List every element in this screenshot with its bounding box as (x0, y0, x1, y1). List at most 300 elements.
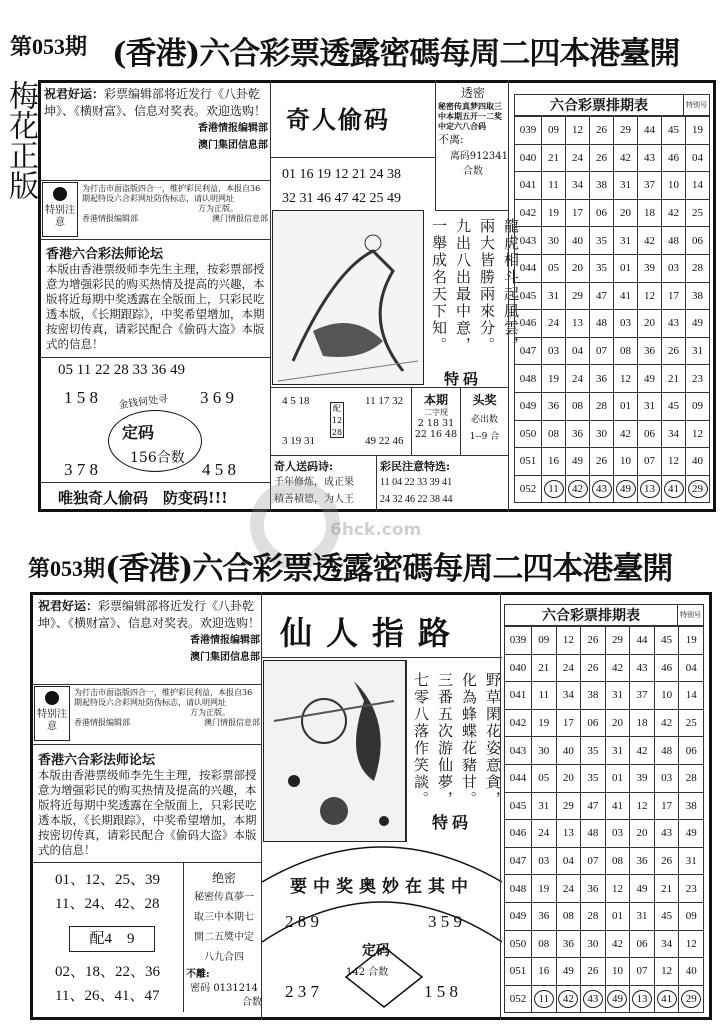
number-cell (590, 475, 614, 503)
number-cell (654, 792, 679, 820)
number-cell (581, 985, 606, 1013)
number-cell (556, 847, 581, 875)
feature-numbers-row-1: 01 16 19 12 21 24 38 (282, 167, 401, 182)
poem-line-2: 化為蜂蝶花豬甘。 (460, 672, 478, 808)
cell-value: 24 (538, 827, 550, 840)
cell-value: 24 (572, 372, 583, 385)
cell-value: 24 (562, 661, 574, 674)
cell-value: 03 (620, 317, 631, 330)
number-cell (556, 820, 581, 848)
number-ball: 49 (616, 480, 636, 498)
secret-text: 秘密传真梦四取三中本期五开一二奖中定六八合码 (438, 101, 502, 131)
cell-value: 041 (519, 179, 537, 192)
watermark-text: 6hck.com (330, 520, 422, 540)
cell-value: 29 (620, 124, 631, 137)
cell-value: 23 (692, 372, 703, 385)
issue-cell (515, 144, 542, 172)
cell-value: 20 (620, 207, 631, 220)
number-cell (630, 792, 655, 820)
special-number-cell (686, 365, 710, 393)
cell-value: 26 (596, 124, 607, 137)
secret-label: 不離: (186, 969, 210, 980)
secret-suffix: 合数 (242, 997, 262, 1008)
intro-lead: 祝君好运： (38, 599, 99, 613)
issue-cell (515, 172, 542, 200)
feature-numbers-row-2: 32 31 46 47 42 25 49 (282, 191, 401, 206)
table-row (505, 985, 704, 1013)
cell-value: 046 (519, 317, 537, 330)
intro-text: 彩票编辑部将近发行《八卦乾坤》、《横财富》、信息对奖表。欢迎选购！ (38, 599, 261, 630)
issue-cell (505, 737, 532, 765)
cell-value: 43 (644, 151, 655, 164)
notice-sign-1: 香港情报编辑部 (82, 214, 138, 223)
number-cell (662, 227, 686, 255)
number-ball: 13 (632, 990, 652, 1008)
cell-value: 34 (562, 689, 574, 702)
special-number-cell (679, 737, 704, 765)
number-cell (662, 392, 686, 420)
table-row (505, 902, 704, 930)
cell-value: 36 (548, 400, 559, 413)
jackpot-sub: 必出数 (470, 415, 498, 425)
cell-value: 31 (548, 289, 559, 302)
cell-value: 31 (692, 345, 703, 358)
notice-label: 特别注意 (37, 709, 67, 732)
cell-value: 06 (587, 717, 599, 730)
cell-value: 043 (509, 744, 527, 757)
number-cell (638, 337, 662, 365)
number-cell (566, 310, 590, 338)
notice-sign-2: 澳门情报信息部 (212, 214, 268, 223)
table-row (505, 627, 704, 655)
issue-cell (515, 475, 542, 503)
number-cell (638, 448, 662, 476)
table-row (505, 682, 704, 710)
cell-value: 24 (548, 317, 559, 330)
table-title: 六合彩票排期表 (550, 98, 648, 114)
cell-value: 30 (587, 937, 599, 950)
number-cell (581, 682, 606, 710)
special-number-cell (679, 847, 704, 875)
issue-cell (515, 365, 542, 393)
number-cell (542, 199, 566, 227)
cell-value: 45 (668, 400, 679, 413)
cell-value: 42 (644, 234, 655, 247)
number-cell (614, 254, 638, 282)
number-cell (654, 654, 679, 682)
cell-value: 40 (572, 234, 583, 247)
cell-value: 17 (562, 717, 574, 730)
cell-value: 45 (668, 124, 679, 137)
number-cell (556, 875, 581, 903)
table-row (505, 930, 704, 958)
table-row (515, 199, 710, 227)
cell-value: 30 (596, 427, 607, 440)
special-number-cell (679, 985, 704, 1013)
number-cell (630, 985, 655, 1013)
cell-value: 49 (692, 317, 703, 330)
number-cell (581, 737, 606, 765)
table-row (505, 654, 704, 682)
issue-cell (515, 199, 542, 227)
number-cell (581, 902, 606, 930)
cell-value: 28 (587, 910, 599, 923)
cell-value: 42 (636, 744, 648, 757)
special-number-cell (679, 792, 704, 820)
cell-value: 26 (587, 634, 599, 647)
cell-value: 48 (596, 317, 607, 330)
number-cell (581, 875, 606, 903)
secret-code: 密码 0131214 (190, 983, 258, 994)
page-title: (香港)六合彩票透露密碼每周二四本港臺開 (112, 36, 680, 72)
number-cell (638, 227, 662, 255)
number-cell (532, 764, 557, 792)
cell-value: 12 (636, 799, 648, 812)
number-cell (630, 847, 655, 875)
number-cell (630, 875, 655, 903)
cell-value: 41 (620, 289, 631, 302)
cell-value: 26 (587, 965, 599, 978)
special-number-cell (686, 310, 710, 338)
cell-value: 049 (509, 910, 527, 923)
special-number-cell (679, 764, 704, 792)
number-cell (638, 117, 662, 145)
number-cell (638, 144, 662, 172)
secret-code: 离码912341 (449, 151, 508, 162)
secret-line-3: 開二五獎中定 (194, 932, 254, 943)
number-cell (581, 930, 606, 958)
issue-cell (505, 847, 532, 875)
cell-value: 17 (661, 799, 673, 812)
cell-value: 01 (611, 910, 623, 923)
number-ball: 41 (657, 990, 677, 1008)
number-cell (556, 985, 581, 1013)
notice-body: 为打击市面盗版四合一，维护彩民利益，本报自36期起特设六合彩网址防伪标志，请认明网址 (74, 688, 253, 707)
cell-value: 42 (620, 151, 631, 164)
special-number-cell (686, 199, 710, 227)
cell-value: 045 (509, 799, 527, 812)
cell-value: 20 (636, 827, 648, 840)
number-ball: 42 (558, 990, 578, 1008)
cell-value: 28 (596, 400, 607, 413)
feature-title-bottom: 仙人指路 (280, 614, 465, 652)
number-cell (581, 792, 606, 820)
notice-tail: 方为正版。 (190, 708, 230, 717)
cell-value: 29 (562, 799, 574, 812)
numbers-line: 05 11 22 28 33 36 49 (58, 362, 185, 378)
number-cell (590, 365, 614, 393)
cell-value: 11 (538, 689, 550, 702)
number-cell (662, 337, 686, 365)
number-cell (581, 847, 606, 875)
number-cell (605, 958, 630, 986)
number-ball: 11 (544, 480, 564, 498)
number-cell (590, 420, 614, 448)
number-cell (532, 737, 557, 765)
cell-value: 05 (538, 772, 550, 785)
poem2-line-1: 千年修炼，成正果 (274, 477, 354, 488)
number-cell (605, 737, 630, 765)
cell-value: 38 (692, 289, 703, 302)
cell-value: 041 (509, 689, 527, 702)
forum (46, 243, 268, 352)
cell-value: 31 (620, 234, 631, 247)
cell-value: 42 (611, 937, 623, 950)
pairs-right-bottom: 49 22 46 (365, 435, 404, 447)
number-cell (566, 254, 590, 282)
cell-value: 10 (611, 965, 623, 978)
number-cell (638, 254, 662, 282)
number-cell (532, 958, 557, 986)
cell-value: 03 (668, 262, 679, 275)
number-cell (630, 930, 655, 958)
cell-value: 38 (587, 689, 599, 702)
cell-value: 23 (685, 882, 697, 895)
number-cell (542, 282, 566, 310)
cell-value: 46 (668, 151, 679, 164)
cell-value: 49 (562, 965, 574, 978)
notice-badge (34, 686, 70, 741)
number-cell (542, 337, 566, 365)
number-cell (532, 709, 557, 737)
cell-value: 31 (611, 689, 623, 702)
cell-value: 26 (661, 855, 673, 868)
number-cell (532, 627, 557, 655)
diagram-top-left-bottom: 2 8 9 (285, 912, 319, 931)
diagram-top-right: 3 6 9 (200, 388, 234, 407)
notice-body: 为打击市面盗版四合一，维护彩民利益，本报自36期起特设六合彩网址防伪标志，请认明网址 (82, 184, 261, 203)
special-number-cell (679, 875, 704, 903)
number-cell (662, 475, 686, 503)
intro-text: 彩票编辑部将近发行《八卦乾坤》、《横财富》、信息对奖表。欢迎选购！ (44, 87, 267, 118)
number-cell (581, 958, 606, 986)
table-row (515, 475, 710, 503)
side-label: 梅花正版 (3, 80, 38, 200)
cell-value: 048 (509, 882, 527, 895)
number-cell (605, 847, 630, 875)
number-cell (566, 172, 590, 200)
cell-value: 047 (509, 855, 527, 868)
cell-value: 052 (519, 483, 537, 496)
cell-value: 44 (644, 124, 655, 137)
draw-table-top (514, 94, 710, 503)
cell-value: 049 (519, 400, 537, 413)
number-cell (630, 627, 655, 655)
notice-badge (42, 182, 78, 237)
cell-value: 29 (611, 634, 623, 647)
number-cell (630, 709, 655, 737)
bomb-icon (45, 691, 59, 705)
number-cell (654, 985, 679, 1013)
poem2-line-2: 積善積德，为人王 (274, 494, 354, 505)
cell-value: 17 (668, 289, 679, 302)
cell-value: 45 (661, 634, 673, 647)
poem-line-4: 一舉成名天下知。 (430, 218, 448, 354)
issue-cell (515, 337, 542, 365)
cell-value: 050 (519, 427, 537, 440)
special-label-bottom: 特码 (432, 813, 473, 832)
cell-value: 08 (562, 910, 574, 923)
notice-sign-1: 香港情报编辑部 (74, 718, 130, 727)
cell-value: 13 (562, 827, 574, 840)
cell-value: 48 (661, 744, 673, 757)
cell-value: 21 (668, 372, 679, 385)
cell-value: 41 (611, 799, 623, 812)
diagram-center: 定码 (122, 423, 155, 442)
number-cell (638, 420, 662, 448)
cell-value: 051 (509, 965, 527, 978)
issue-cell (505, 627, 532, 655)
cell-value: 12 (661, 965, 673, 978)
number-ball: 49 (607, 990, 627, 1008)
secret-box-bottom (186, 868, 262, 1010)
rider-illustration (272, 210, 424, 385)
special-label: 特码 (444, 370, 483, 388)
current-title: 本期 (423, 393, 448, 407)
number-ball: 41 (664, 480, 684, 498)
cell-value: 21 (548, 151, 559, 164)
number-cell (542, 172, 566, 200)
pairs-right-top: 11 17 32 (365, 395, 404, 407)
cell-value: 31 (611, 744, 623, 757)
number-cell (605, 792, 630, 820)
number-cell (556, 958, 581, 986)
cell-value: 12 (611, 882, 623, 895)
cell-value: 04 (572, 345, 583, 358)
cell-value: 31 (538, 799, 550, 812)
group-a-2: 11、24、42、28 (55, 896, 160, 912)
poem-line-1: 龍虎相斗起風雲， (502, 218, 520, 354)
special-number-cell (686, 420, 710, 448)
cell-value: 36 (538, 910, 550, 923)
cell-value: 06 (644, 427, 655, 440)
cell-value: 42 (668, 207, 679, 220)
intro-box (44, 86, 268, 154)
issue-number-bottom: 第053期 (28, 556, 106, 581)
cell-value: 11 (548, 179, 559, 192)
number-cell (590, 337, 614, 365)
cell-value: 040 (509, 661, 527, 674)
cell-value: 044 (509, 772, 527, 785)
table-row (505, 958, 704, 986)
special-number-cell (686, 448, 710, 476)
issue-cell (505, 682, 532, 710)
special-number-cell (686, 337, 710, 365)
poem-line-4: 七零八落作笑談。 (412, 672, 430, 808)
issue-cell (505, 764, 532, 792)
cell-value: 03 (548, 345, 559, 358)
diagram-bottom-right: 4 5 8 (202, 460, 236, 479)
cell-value: 03 (611, 827, 623, 840)
number-cell (614, 282, 638, 310)
draw-table-bottom (504, 604, 704, 1013)
number-cell (654, 820, 679, 848)
issue-cell (505, 709, 532, 737)
issue-cell (505, 820, 532, 848)
number-cell (590, 172, 614, 200)
notice-sign-2: 澳门情报信息部 (204, 718, 260, 727)
cell-value: 10 (661, 689, 673, 702)
cell-value: 19 (548, 372, 559, 385)
group-b-2: 11、26、41、47 (55, 988, 160, 1004)
poem2-title: 奇人送码诗: (274, 460, 334, 473)
cell-value: 05 (548, 262, 559, 275)
cell-value: 31 (685, 855, 697, 868)
number-cell (614, 392, 638, 420)
cell-value: 49 (572, 455, 583, 468)
number-cell (532, 930, 557, 958)
number-cell (566, 117, 590, 145)
number-cell (654, 737, 679, 765)
poem-line-2: 兩大皆勝兩來分。 (478, 218, 496, 354)
cell-value: 09 (548, 124, 559, 137)
cell-value: 36 (562, 937, 574, 950)
picks-title: 彩民注意特选: (380, 460, 451, 473)
number-groups (55, 868, 169, 1008)
number-cell (590, 227, 614, 255)
table-row (515, 282, 710, 310)
number-cell (662, 420, 686, 448)
cell-value: 09 (538, 634, 550, 647)
number-cell (532, 820, 557, 848)
table-row (515, 365, 710, 393)
jackpot-range: 1--9 合 (469, 432, 500, 442)
poem-line-1: 野草閑花姿意貪， (484, 672, 502, 808)
number-cell (566, 337, 590, 365)
cell-value: 36 (636, 855, 648, 868)
table-row (515, 392, 710, 420)
cell-value: 046 (509, 827, 527, 840)
table-row (505, 737, 704, 765)
cell-value: 12 (644, 289, 655, 302)
diagram-top-left: 1 5 8 (64, 388, 98, 407)
jackpot-box (462, 391, 507, 442)
cell-value: 47 (596, 289, 607, 302)
cell-value: 12 (668, 455, 679, 468)
cell-value: 19 (685, 634, 697, 647)
number-cell (605, 875, 630, 903)
cell-value: 26 (668, 345, 679, 358)
cell-value: 20 (644, 317, 655, 330)
cell-value: 43 (668, 317, 679, 330)
picks (380, 458, 508, 508)
cell-value: 29 (572, 289, 583, 302)
forum-title: 香港六合彩法师论坛 (38, 753, 156, 768)
number-cell (581, 654, 606, 682)
intro-sign-2: 澳门集团信息部 (198, 140, 268, 151)
pair-box: 配4 9 (69, 926, 155, 952)
number-cell (532, 682, 557, 710)
issue-cell (515, 392, 542, 420)
picks-line-2: 24 32 46 22 38 44 (380, 494, 453, 505)
special-number-cell (686, 392, 710, 420)
cell-value: 09 (685, 910, 697, 923)
secret-title: 绝密 (211, 871, 236, 885)
cell-value: 37 (636, 689, 648, 702)
group-b-1: 02、18、22、36 (55, 964, 161, 980)
cell-value: 07 (596, 345, 607, 358)
current-row-1: 2 18 31 (417, 418, 455, 429)
cell-value: 39 (636, 772, 648, 785)
number-cell (614, 365, 638, 393)
cell-value: 36 (596, 372, 607, 385)
cell-value: 01 (620, 262, 631, 275)
cell-value: 42 (620, 427, 631, 440)
cell-value: 19 (538, 717, 550, 730)
number-ball: 42 (568, 480, 588, 498)
number-cell (630, 902, 655, 930)
secret-suffix: 合数 (463, 166, 483, 177)
